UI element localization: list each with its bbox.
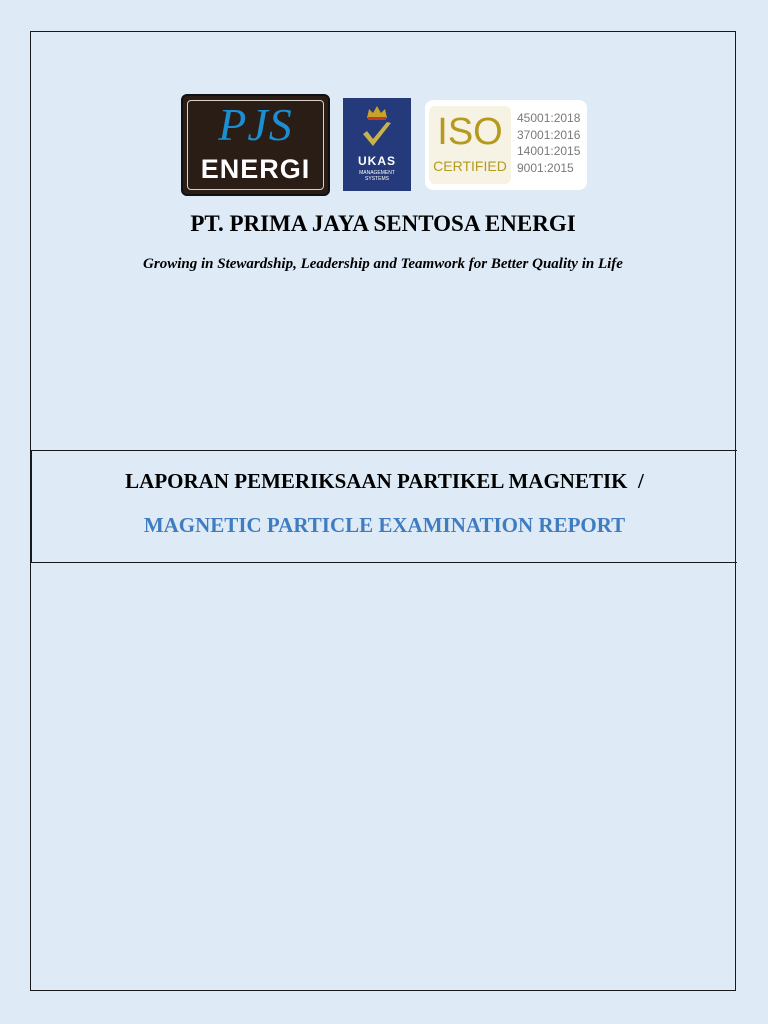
iso-code: 45001:2018 — [517, 111, 581, 125]
ukas-subtext-line-1: MANAGEMENT — [359, 170, 395, 176]
checkmark-icon — [360, 120, 394, 150]
crown-icon — [365, 104, 389, 120]
company-name: PT. PRIMA JAYA SENTOSA ENERGI — [190, 211, 576, 236]
energi-logo-text: ENERGI — [200, 154, 311, 184]
iso-code: 9001:2015 — [517, 160, 574, 175]
ukas-logo-subtext — [343, 170, 411, 182]
iso-standard-codes — [517, 110, 585, 176]
report-title-english: MAGNETIC PARTICLE EXAMINATION REPORT — [143, 513, 626, 537]
iso-code: 14001:2015 — [517, 144, 581, 158]
ukas-logo — [343, 98, 411, 191]
pjs-energi-logo — [181, 94, 330, 196]
iso-code: 37001:2016 — [517, 127, 581, 142]
report-title-indonesian: LAPORAN PEMERIKSAAN PARTIKEL MAGNETIK / — [125, 469, 644, 493]
iso-badge — [429, 106, 511, 184]
iso-certified-logo — [425, 100, 587, 190]
pjs-logo-text: PJS — [218, 99, 293, 150]
ukas-subtext-line-2: SYSTEMS — [365, 176, 389, 182]
iso-logo-text: ISO — [437, 111, 503, 153]
company-tagline: Growing in Stewardship, Leadership and Teamwork for Better Quality in Life — [143, 256, 623, 272]
report-title-box — [31, 450, 737, 563]
ukas-logo-text: UKAS — [357, 154, 396, 168]
iso-certified-text: CERTIFIED — [433, 158, 507, 174]
